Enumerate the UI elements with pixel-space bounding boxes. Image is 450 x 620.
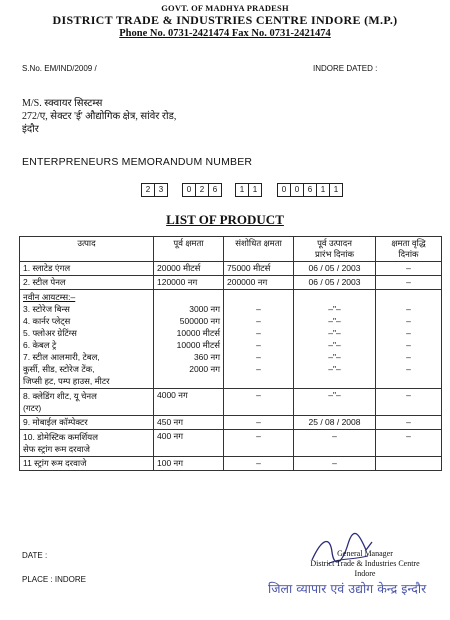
table-row: 8. क्लेडिंग शीट, यू चेनल (गटर) 4000 नग – –"– – — [20, 389, 442, 416]
table-row: 1. स्लाटेड एंगल 20000 मीटर्स 75000 मीटर्स 06 / 05 / 2003 – — [20, 262, 442, 276]
table-row: 9. मोबाईल कॉम्पेक्टर 450 नग – 25 / 08 / 2008 – — [20, 416, 442, 430]
memo-group-4 — [277, 183, 342, 196]
office-stamp: जिला व्यापार एवं उद्योग केन्द्र इन्दौर — [268, 581, 427, 596]
table-row-new-items: नवीन आयटम्स:– 3. स्टोरेज बिन्स 4. कार्नर प्लेट्स 5. फ्लोअर ग्रेटिंग्स 6. केबल ट्रे 7. स्टील आलमारी, टेबल, कुर्सी, सीड, स्टोरेज टेंक, जिप्सी हट, पम्प हाउस, मीटर 3000 नग 500000 नग 10000 मीटर्स 10000 मीटर्स 360 नग 2000 नग – – – – – – –"– –"– –"– –"– –"– –"– – – – – – – — [20, 290, 442, 389]
memo-digit: 6 — [208, 183, 222, 197]
firm-address-block — [22, 97, 176, 136]
memo-group-2 — [182, 183, 221, 196]
memo-digit: 2 — [195, 183, 209, 197]
table-row: 2. स्टील पेनल 120000 नग 200000 नग 06 / 05 / 2003 – — [20, 276, 442, 290]
memo-digit: 0 — [290, 183, 304, 197]
signatory-block — [300, 549, 430, 579]
header-capacity: पूर्व क्षमता — [154, 237, 224, 262]
govt-heading: GOVT. OF MADHYA PRADESH — [161, 3, 289, 13]
place-label: PLACE : INDORE — [22, 575, 87, 584]
memo-digit: 3 — [154, 183, 168, 197]
memo-group-1 — [141, 183, 167, 196]
firm-name: M/S. स्क्वायर सिस्टम्स — [22, 98, 103, 109]
office-heading: DISTRICT TRADE & INDUSTRIES CENTRE INDORE (M.P.) — [52, 13, 398, 27]
memo-digit: 1 — [248, 183, 262, 197]
header-revised: संशोधित क्षमता — [224, 237, 294, 262]
signatory-office: District Trade & Industries Centre — [310, 559, 420, 568]
firm-city: इंदौर — [22, 124, 39, 135]
memo-digit: 0 — [277, 183, 291, 197]
table-header-row — [20, 237, 442, 262]
header-start-date: पूर्व उत्पादन प्रारंभ दिनांक — [294, 237, 376, 262]
phone-heading: Phone No. 0731-2421474 Fax No. 0731-2421474 — [119, 28, 331, 39]
dated-label: INDORE DATED : — [313, 64, 378, 73]
new-items-heading: नवीन आयटम्स:– — [23, 292, 76, 302]
memo-digit: 0 — [182, 183, 196, 197]
memo-digit: 1 — [329, 183, 343, 197]
memo-digit: 6 — [303, 183, 317, 197]
list-title: LIST OF PRODUCT — [166, 212, 284, 227]
memo-group-3 — [235, 183, 261, 196]
signatory-city: Indore — [354, 569, 376, 578]
table-row: 10. डोमेस्टिक कमर्शियल सेफ स्ट्रांग रूम दरवाजे 400 नग – – – — [20, 430, 442, 457]
memo-digit: 2 — [141, 183, 155, 197]
signatory-title: General Manager — [337, 549, 393, 558]
memo-digit: 1 — [316, 183, 330, 197]
memo-digit: 1 — [235, 183, 249, 197]
product-table — [19, 236, 442, 471]
header-product: उत्पाद — [20, 237, 154, 262]
header-growth-date: क्षमता वृद्धि दिनांक — [376, 237, 442, 262]
date-label: DATE : — [22, 551, 48, 560]
table-row: 11 स्ट्रांग रूम दरवाजे 100 नग – – — [20, 457, 442, 471]
serial-number: S.No. EM/IND/2009 / — [22, 64, 97, 73]
firm-address: 272/ए, सेक्टर 'ई' औद्योगिक क्षेत्र, सांवेर रोड, — [22, 111, 177, 122]
memo-label: ENTERPRENEURS MEMORANDUM NUMBER — [22, 156, 253, 168]
